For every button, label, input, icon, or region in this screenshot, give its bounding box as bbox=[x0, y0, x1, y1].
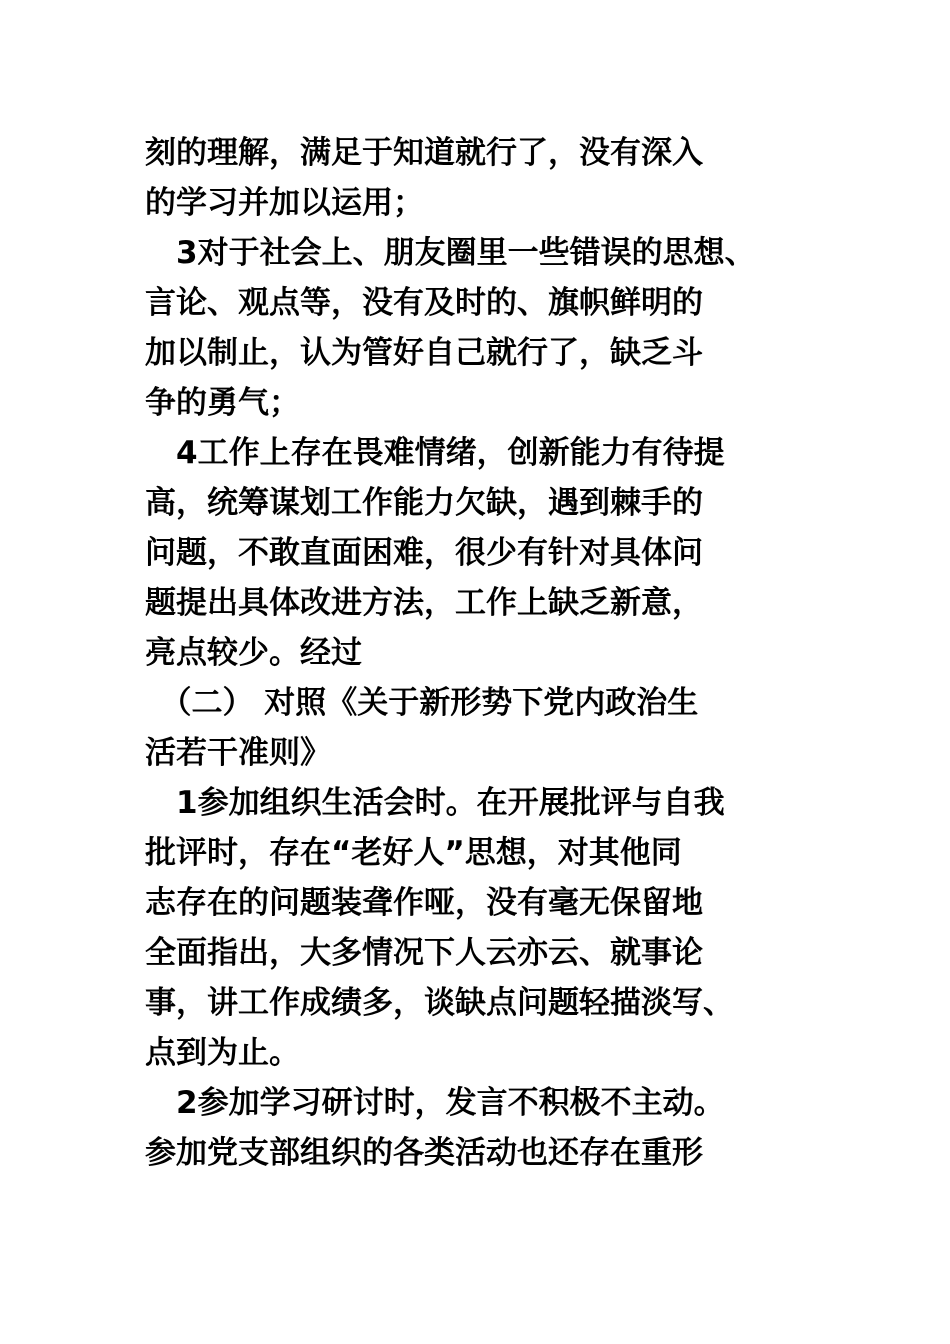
text-line: 4工作上存在畏难情绪，创新能力有待提 bbox=[145, 435, 725, 471]
text-line: 题提出具体改进方法，工作上缺乏新意， bbox=[145, 585, 703, 621]
text-line: 1参加组织生活会时。在开展批评与自我 bbox=[145, 785, 725, 821]
text-line: 事，讲工作成绩多，谈缺点问题轻描淡写、 bbox=[145, 985, 734, 1021]
text-line: 加以制止，认为管好自己就行了，缺乏斗 bbox=[145, 335, 703, 371]
text-line: 亮点较少。经过 bbox=[145, 635, 362, 671]
text-line: 志存在的问题装聋作哑，没有毫无保留地 bbox=[145, 885, 703, 921]
text-line: 全面指出，大多情况下人云亦云、就事论 bbox=[145, 935, 703, 971]
text-line: 的学习并加以运用； bbox=[145, 185, 424, 221]
text-line: 问题，不敢直面困难，很少有针对具体问 bbox=[145, 535, 703, 571]
text-line: 言论、观点等，没有及时的、旗帜鲜明的 bbox=[145, 285, 703, 321]
text-line: 高，统筹谋划工作能力欠缺，遇到棘手的 bbox=[145, 485, 703, 521]
text-line: 争的勇气； bbox=[145, 385, 300, 421]
text-line: 参加党支部组织的各类活动也还存在重形 bbox=[145, 1135, 703, 1171]
text-line: 2参加学习研讨时，发言不积极不主动。 bbox=[145, 1085, 725, 1121]
document-body bbox=[145, 128, 835, 1178]
text-line: 点到为止。 bbox=[145, 1035, 300, 1071]
text-line: 批评时，存在“老好人”思想，对其他同 bbox=[145, 835, 682, 871]
text-line: 刻的理解，满足于知道就行了，没有深入 bbox=[145, 135, 703, 171]
section-heading: （二） 对照《关于新形势下党内政治生 bbox=[145, 685, 699, 721]
section-heading-continued: 活若干准则》 bbox=[145, 735, 331, 771]
text-line: 3对于社会上、朋友圈里一些错误的思想、 bbox=[145, 235, 756, 271]
